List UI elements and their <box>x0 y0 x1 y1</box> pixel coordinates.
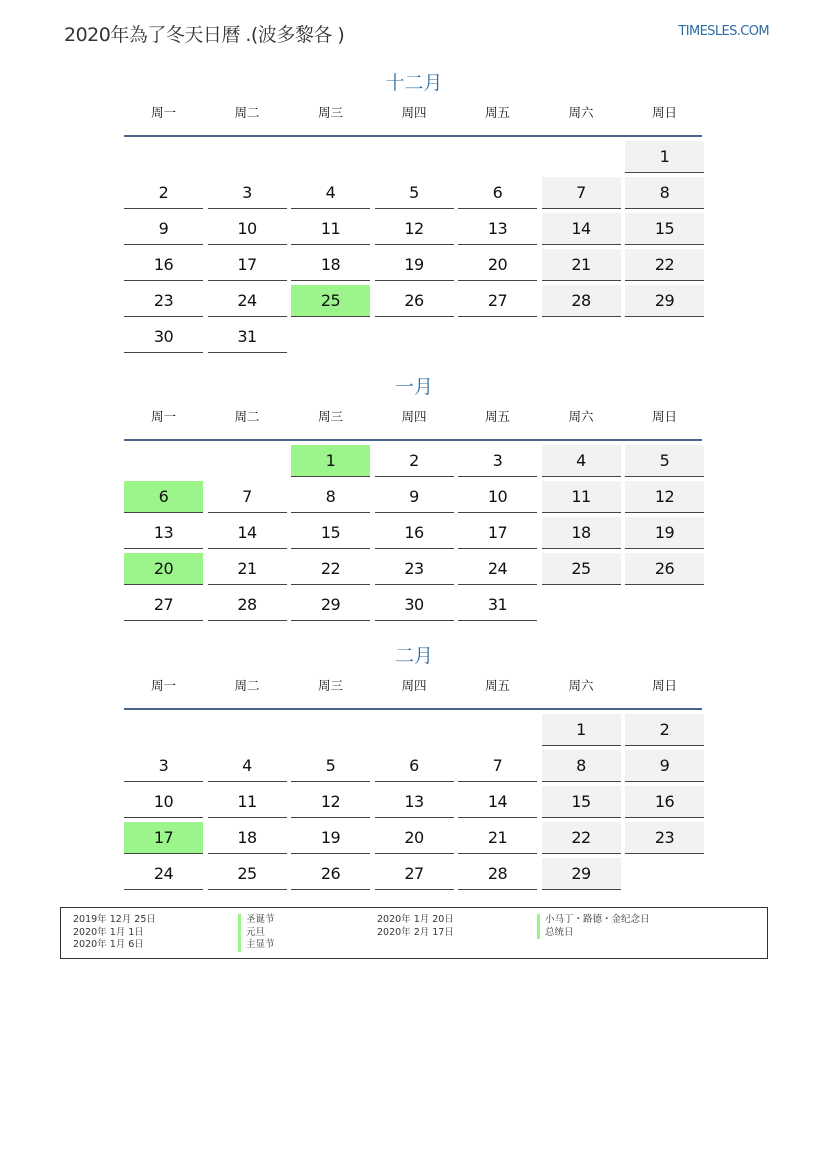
holiday-day-cell[interactable]: 25 <box>291 285 370 317</box>
day-cell[interactable]: 26 <box>375 285 454 317</box>
empty-cell <box>291 714 370 746</box>
day-cell[interactable]: 30 <box>124 321 203 353</box>
day-cell[interactable]: 3 <box>458 445 537 477</box>
weekend-day-cell[interactable]: 4 <box>542 445 621 477</box>
empty-cell <box>625 858 704 890</box>
weekday-header <box>124 675 704 705</box>
weekday-label: 周四 <box>401 409 427 424</box>
month-title: 十二月 <box>385 72 443 94</box>
weekend-day-cell[interactable]: 15 <box>625 213 704 245</box>
month-title: 二月 <box>394 645 433 667</box>
day-cell[interactable]: 15 <box>291 517 370 549</box>
weekend-day-cell[interactable]: 18 <box>542 517 621 549</box>
day-cell[interactable]: 29 <box>291 589 370 621</box>
day-cell[interactable]: 13 <box>458 213 537 245</box>
day-cell[interactable]: 14 <box>458 786 537 818</box>
day-cell[interactable]: 14 <box>208 517 287 549</box>
empty-cell <box>124 445 203 477</box>
day-cell[interactable]: 5 <box>375 177 454 209</box>
day-cell[interactable]: 20 <box>458 249 537 281</box>
weekend-day-cell[interactable]: 29 <box>625 285 704 317</box>
weekday-label: 周日 <box>651 678 677 693</box>
weekday-label: 周三 <box>317 409 343 424</box>
holiday-day-cell[interactable]: 17 <box>124 822 203 854</box>
holiday-day-cell[interactable]: 1 <box>291 445 370 477</box>
legend-holiday-name: 小马丁・路德・金纪念日 <box>537 914 650 927</box>
day-cell[interactable]: 2 <box>124 177 203 209</box>
weekend-day-cell[interactable]: 14 <box>542 213 621 245</box>
day-cell[interactable]: 7 <box>208 481 287 513</box>
day-cell[interactable]: 8 <box>291 481 370 513</box>
weekday-label: 周日 <box>651 409 677 424</box>
empty-cell <box>208 714 287 746</box>
day-cell[interactable]: 19 <box>375 249 454 281</box>
month-february <box>124 641 704 890</box>
weekend-day-cell[interactable]: 25 <box>542 553 621 585</box>
day-cell[interactable]: 3 <box>208 177 287 209</box>
day-cell[interactable]: 2 <box>375 445 454 477</box>
weekend-day-cell[interactable]: 8 <box>625 177 704 209</box>
site-link[interactable]: TIMESLES.COM <box>678 24 769 39</box>
day-cell[interactable]: 9 <box>124 213 203 245</box>
weekday-label: 周二 <box>234 678 260 693</box>
day-cell[interactable]: 27 <box>124 589 203 621</box>
weekend-day-cell[interactable]: 29 <box>542 858 621 890</box>
weekday-label: 周五 <box>484 105 510 120</box>
day-cell[interactable]: 4 <box>208 750 287 782</box>
page-title: 2020年為了冬天日曆 .(波多黎各 ) <box>64 24 345 46</box>
month-december <box>124 68 704 353</box>
weekday-label: 周四 <box>401 105 427 120</box>
day-cell[interactable]: 10 <box>458 481 537 513</box>
legend-holiday-name: 总统日 <box>537 927 650 940</box>
day-cell[interactable]: 5 <box>291 750 370 782</box>
weekday-header <box>124 406 704 436</box>
day-cell[interactable]: 28 <box>458 858 537 890</box>
day-cell[interactable]: 31 <box>208 321 287 353</box>
empty-cell <box>542 321 621 353</box>
empty-cell <box>458 141 537 173</box>
day-cell[interactable]: 23 <box>124 285 203 317</box>
legend-dates-col2 <box>377 914 454 939</box>
weekday-label: 周二 <box>234 105 260 120</box>
day-cell[interactable]: 6 <box>375 750 454 782</box>
weekday-label: 周三 <box>317 678 343 693</box>
legend-holiday-name: 圣诞节 <box>238 914 275 927</box>
legend-date: 2020年 1月 20日 <box>377 914 454 925</box>
day-cell[interactable]: 24 <box>458 553 537 585</box>
day-cell[interactable]: 9 <box>375 481 454 513</box>
empty-cell <box>208 141 287 173</box>
day-cell[interactable]: 21 <box>208 553 287 585</box>
empty-cell <box>291 321 370 353</box>
weekday-label: 周一 <box>150 409 176 424</box>
day-cell[interactable]: 28 <box>208 589 287 621</box>
day-cell[interactable]: 20 <box>375 822 454 854</box>
header-divider <box>124 439 702 441</box>
month-title: 一月 <box>394 376 433 398</box>
day-cell[interactable]: 13 <box>124 517 203 549</box>
empty-cell <box>542 589 621 621</box>
day-cell[interactable]: 16 <box>124 249 203 281</box>
weekend-day-cell[interactable]: 23 <box>625 822 704 854</box>
day-cell[interactable]: 12 <box>291 786 370 818</box>
legend-holiday-name: 元旦 <box>238 927 275 940</box>
day-cell[interactable]: 27 <box>375 858 454 890</box>
day-cell[interactable]: 7 <box>458 750 537 782</box>
weekday-label: 周五 <box>484 678 510 693</box>
legend-holiday-name: 主显节 <box>238 939 275 952</box>
day-cell[interactable]: 18 <box>291 249 370 281</box>
weekend-day-cell[interactable]: 15 <box>542 786 621 818</box>
weekend-day-cell[interactable]: 9 <box>625 750 704 782</box>
weekday-label: 周六 <box>568 678 594 693</box>
weekend-day-cell[interactable]: 28 <box>542 285 621 317</box>
holiday-legend <box>60 907 768 959</box>
day-cell[interactable]: 31 <box>458 589 537 621</box>
weekend-day-cell[interactable]: 22 <box>542 822 621 854</box>
empty-cell <box>375 141 454 173</box>
empty-cell <box>625 321 704 353</box>
day-cell[interactable]: 24 <box>208 285 287 317</box>
weekend-day-cell[interactable]: 2 <box>625 714 704 746</box>
month-january <box>124 372 704 621</box>
day-cell[interactable]: 12 <box>375 213 454 245</box>
weekday-header <box>124 102 704 132</box>
day-cell[interactable]: 4 <box>291 177 370 209</box>
empty-cell <box>291 141 370 173</box>
legend-date: 2020年 2月 17日 <box>377 926 454 938</box>
weekend-day-cell[interactable]: 1 <box>625 141 704 173</box>
day-cell[interactable]: 26 <box>291 858 370 890</box>
weekend-day-cell[interactable]: 8 <box>542 750 621 782</box>
weekday-label: 周三 <box>317 105 343 120</box>
day-cell[interactable]: 11 <box>208 786 287 818</box>
weekday-label: 周一 <box>150 105 176 120</box>
weekday-label: 周日 <box>651 105 677 120</box>
weekend-day-cell[interactable]: 11 <box>542 481 621 513</box>
legend-date: 2019年 12月 25日 <box>73 914 156 925</box>
empty-cell <box>542 141 621 173</box>
weekend-day-cell[interactable]: 1 <box>542 714 621 746</box>
day-cell[interactable]: 10 <box>208 213 287 245</box>
empty-cell <box>375 714 454 746</box>
weekday-label: 周一 <box>150 678 176 693</box>
day-cell[interactable]: 11 <box>291 213 370 245</box>
day-cell[interactable]: 6 <box>458 177 537 209</box>
day-cell[interactable]: 13 <box>375 786 454 818</box>
day-cell[interactable]: 30 <box>375 589 454 621</box>
weekend-day-cell[interactable]: 7 <box>542 177 621 209</box>
day-grid <box>124 714 704 890</box>
empty-cell <box>124 141 203 173</box>
weekend-day-cell[interactable]: 5 <box>625 445 704 477</box>
legend-names-col2 <box>537 914 650 939</box>
empty-cell <box>375 321 454 353</box>
day-cell[interactable]: 25 <box>208 858 287 890</box>
day-cell[interactable]: 10 <box>124 786 203 818</box>
weekday-label: 周五 <box>484 409 510 424</box>
day-cell[interactable]: 19 <box>291 822 370 854</box>
weekday-label: 周二 <box>234 409 260 424</box>
day-cell[interactable]: 18 <box>208 822 287 854</box>
legend-dates-col1 <box>73 914 156 952</box>
day-cell[interactable]: 17 <box>208 249 287 281</box>
day-grid <box>124 141 704 353</box>
weekend-day-cell[interactable]: 16 <box>625 786 704 818</box>
weekday-label: 周六 <box>568 105 594 120</box>
day-cell[interactable]: 17 <box>458 517 537 549</box>
empty-cell <box>625 589 704 621</box>
day-cell[interactable]: 27 <box>458 285 537 317</box>
weekend-day-cell[interactable]: 22 <box>625 249 704 281</box>
day-cell[interactable]: 3 <box>124 750 203 782</box>
header-divider <box>124 135 702 137</box>
weekend-day-cell[interactable]: 26 <box>625 553 704 585</box>
day-cell[interactable]: 16 <box>375 517 454 549</box>
day-cell[interactable]: 22 <box>291 553 370 585</box>
empty-cell <box>124 714 203 746</box>
empty-cell <box>458 714 537 746</box>
empty-cell <box>458 321 537 353</box>
weekend-day-cell[interactable]: 21 <box>542 249 621 281</box>
weekday-label: 周四 <box>401 678 427 693</box>
weekend-day-cell[interactable]: 12 <box>625 481 704 513</box>
weekday-label: 周六 <box>568 409 594 424</box>
empty-cell <box>208 445 287 477</box>
legend-date: 2020年 1月 6日 <box>73 939 144 950</box>
legend-names-col1 <box>238 914 275 952</box>
holiday-day-cell[interactable]: 6 <box>124 481 203 513</box>
day-grid <box>124 445 704 621</box>
day-cell[interactable]: 23 <box>375 553 454 585</box>
holiday-day-cell[interactable]: 20 <box>124 553 203 585</box>
weekend-day-cell[interactable]: 19 <box>625 517 704 549</box>
day-cell[interactable]: 24 <box>124 858 203 890</box>
header-divider <box>124 708 702 710</box>
legend-date: 2020年 1月 1日 <box>73 926 144 938</box>
day-cell[interactable]: 21 <box>458 822 537 854</box>
